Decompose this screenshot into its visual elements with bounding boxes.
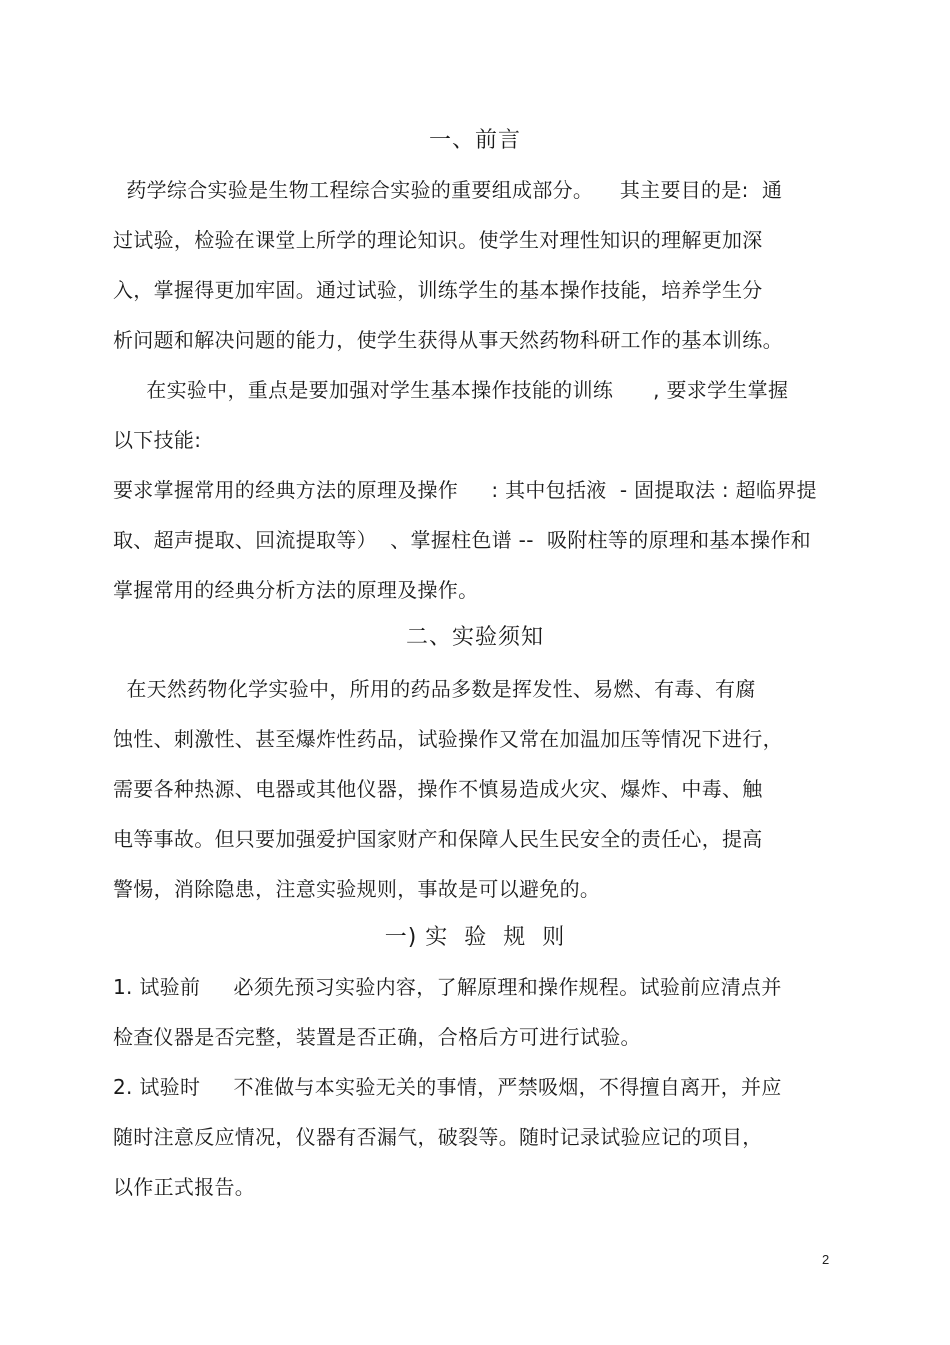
paragraph-line: 要求掌握常用的经典方法的原理及操作 : 其中包括液 - 固提取法 : 超临界提 <box>113 478 817 502</box>
paragraph-line: 以下技能: <box>113 428 202 452</box>
paragraph-line: 蚀性、刺激性、甚至爆炸性药品，试验操作又常在加温加压等情况下进行， <box>113 727 783 751</box>
paragraph-line: 取、超声提取、回流提取等） 、掌握柱色谱 -- 吸附柱等的原理和基本操作和 <box>113 528 811 552</box>
section-heading-lab-notice: 二、实验须知 <box>405 625 544 650</box>
rule-line: 检查仪器是否完整，装置是否正确，合格后方可进行试验。 <box>113 1025 641 1049</box>
paragraph-line: 电等事故。但只要加强爱护国家财产和保障人民生民安全的责任心，提高 <box>113 827 763 851</box>
paragraph-line: 析问题和解决问题的能力，使学生获得从事天然药物科研工作的基本训练。 <box>113 328 783 352</box>
paragraph-line: 药学综合实验是生物工程综合实验的重要组成部分。 其主要目的是: 通 <box>113 178 783 202</box>
paragraph-line: 在实验中，重点是要加强对学生基本操作技能的训练 , 要求学生掌握 <box>113 378 789 402</box>
page-number: 2 <box>822 1252 830 1267</box>
rule-line: 随时注意反应情况，仪器有否漏气，破裂等。随时记录试验应记的项目， <box>113 1125 763 1149</box>
paragraph-line: 入，掌握得更加牢固。通过试验，训练学生的基本操作技能，培养学生分 <box>113 278 763 302</box>
paragraph-line: 掌握常用的经典分析方法的原理及操作。 <box>113 578 479 602</box>
paragraph-line: 警惕，消除隐患，注意实验规则，事故是可以避免的。 <box>113 877 601 901</box>
rule-line: 1. 试验前 必须先预习实验内容，了解原理和操作规程。试验前应清点并 <box>113 975 782 999</box>
paragraph-line: 需要各种热源、电器或其他仪器，操作不慎易造成火灾、爆炸、中毒、触 <box>113 777 763 801</box>
rule-line: 以作正式报告。 <box>113 1175 256 1199</box>
paragraph-line: 过试验，检验在课堂上所学的理论知识。使学生对理性知识的理解更加深 <box>113 228 763 252</box>
section-heading-preface: 一、前言 <box>428 128 521 153</box>
subsection-heading-lab-rules: 一) 实 验 规 则 <box>384 925 566 950</box>
paragraph-line: 在天然药物化学实验中，所用的药品多数是挥发性、易燃、有毒、有腐 <box>113 677 756 701</box>
rule-line: 2. 试验时 不准做与本实验无关的事情，严禁吸烟，不得擅自离开，并应 <box>113 1075 782 1099</box>
